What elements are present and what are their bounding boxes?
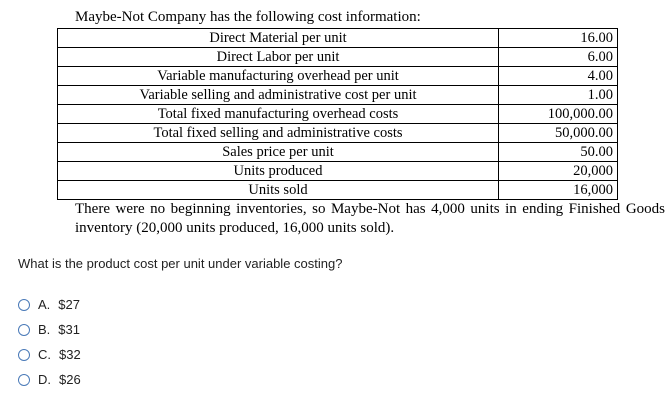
option-text: $27 xyxy=(58,297,80,312)
table-row xyxy=(58,29,618,48)
table-row xyxy=(58,181,618,200)
radio-button-icon[interactable] xyxy=(18,374,30,386)
answer-options xyxy=(18,292,81,392)
row-label: Total fixed manufacturing overhead costs xyxy=(58,105,499,124)
question-text: What is the product cost per unit under variable costing? xyxy=(18,256,343,271)
table-row xyxy=(58,162,618,181)
row-label: Units produced xyxy=(58,162,499,181)
cost-information-table xyxy=(57,28,618,200)
answer-option-c[interactable] xyxy=(18,342,81,367)
table-row xyxy=(58,48,618,67)
table-row xyxy=(58,86,618,105)
row-value: 1.00 xyxy=(499,86,618,105)
row-value: 20,000 xyxy=(499,162,618,181)
row-label: Total fixed selling and administrative costs xyxy=(58,124,499,143)
answer-option-d[interactable] xyxy=(18,367,81,392)
row-label: Variable manufacturing overhead per unit xyxy=(58,67,499,86)
problem-intro: Maybe-Not Company has the following cost information: xyxy=(75,9,421,25)
row-value: 16,000 xyxy=(499,181,618,200)
row-label: Sales price per unit xyxy=(58,143,499,162)
option-text: $26 xyxy=(59,372,81,387)
option-text: $31 xyxy=(58,322,80,337)
radio-button-icon[interactable] xyxy=(18,349,30,361)
problem-note: There were no beginning inventories, so Maybe-Not has 4,000 units in ending Finished Goods inventory (20,000 units produced, 16,000 units sold). xyxy=(75,201,665,236)
row-value: 4.00 xyxy=(499,67,618,86)
radio-button-icon[interactable] xyxy=(18,324,30,336)
option-letter: D. xyxy=(38,372,51,387)
row-value: 6.00 xyxy=(499,48,618,67)
option-letter: C. xyxy=(38,347,51,362)
option-letter: B. xyxy=(38,322,51,337)
answer-option-b[interactable] xyxy=(18,317,81,342)
table-row xyxy=(58,124,618,143)
option-text: $32 xyxy=(59,347,81,362)
row-label: Direct Labor per unit xyxy=(58,48,499,67)
row-value: 16.00 xyxy=(499,29,618,48)
option-letter: A. xyxy=(38,297,51,312)
table-row xyxy=(58,67,618,86)
row-value: 50.00 xyxy=(499,143,618,162)
row-label: Units sold xyxy=(58,181,499,200)
table-row xyxy=(58,143,618,162)
row-value: 100,000.00 xyxy=(499,105,618,124)
row-value: 50,000.00 xyxy=(499,124,618,143)
answer-option-a[interactable] xyxy=(18,292,81,317)
row-label: Direct Material per unit xyxy=(58,29,499,48)
radio-button-icon[interactable] xyxy=(18,299,30,311)
row-label: Variable selling and administrative cost per unit xyxy=(58,86,499,105)
table-row xyxy=(58,105,618,124)
